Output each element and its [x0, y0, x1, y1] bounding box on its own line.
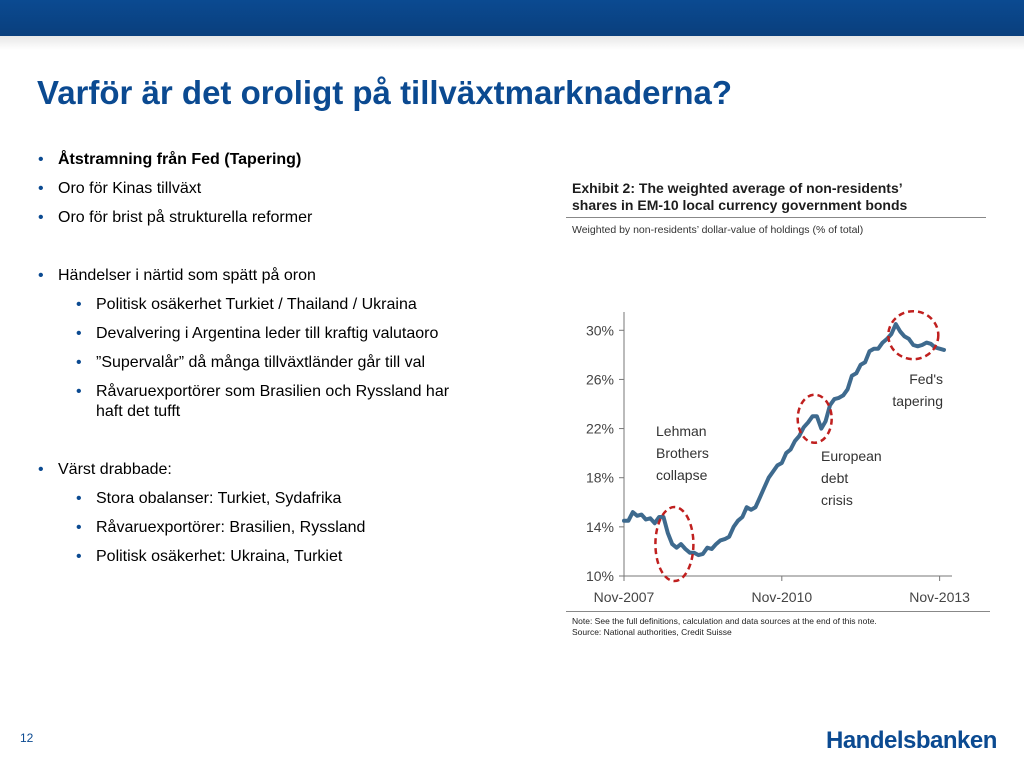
sub-bullet-item: • ”Supervalår” då många tillväxtländer går till val	[76, 354, 426, 371]
y-tick-label: 30%	[585, 322, 614, 339]
exhibit-title-line1: Exhibit 2: The weighted average of non-residents’	[572, 180, 903, 196]
source-text: Source: National authorities, Credit Suisse	[572, 627, 732, 637]
annotation-label: Brothers	[656, 445, 709, 461]
y-tick-label: 18%	[585, 469, 614, 486]
annotation-circle	[888, 311, 938, 359]
bullet-item: • Oro för Kinas tillväxt	[38, 180, 202, 197]
x-tick-label: Nov-2013	[909, 589, 970, 605]
y-tick-label: 14%	[585, 518, 614, 535]
exhibit-title	[566, 180, 986, 218]
x-tick-label: Nov-2007	[593, 589, 655, 605]
top-banner-shade	[0, 36, 1024, 50]
sub-bullet-item: • Stora obalanser: Turkiet, Sydafrika	[76, 490, 342, 507]
annotation-label: crisis	[821, 492, 853, 508]
y-tick-label: 10%	[585, 568, 614, 584]
note-text: Note: See the full definitions, calculation and data sources at the end of this note.	[572, 616, 877, 626]
annotation-label: collapse	[656, 467, 708, 483]
sub-bullet-item: • Politisk osäkerhet: Ukraina, Turkiet	[76, 548, 343, 565]
exhibit-title-line2: shares in EM-10 local currency government bonds	[572, 197, 908, 213]
annotation-label: Lehman	[656, 423, 707, 439]
sub-bullet-item: • Råvaruexportörer: Brasilien, Ryssland	[76, 519, 366, 536]
exhibit-header	[566, 180, 986, 236]
handelsbanken-logo: Handelsbanken	[826, 727, 997, 754]
line-chart	[566, 300, 986, 610]
slide-title: Varför är det oroligt på tillväxtmarknaderna?	[37, 74, 733, 111]
bullet-item: • Åtstramning från Fed (Tapering)	[38, 151, 302, 168]
annotation-label: debt	[821, 470, 849, 486]
exhibit-subtitle: Weighted by non-residents’ dollar-value of holdings (% of total)	[572, 224, 864, 236]
bullet-item: • Händelser i närtid som spätt på oron	[38, 267, 316, 284]
sub-bullet-item: • Politisk osäkerhet Turkiet / Thailand / Ukraina	[76, 296, 417, 313]
sub-bullet-item: • Råvaruexportörer som Brasilien och Ryssland har haft det tufft	[76, 383, 450, 420]
exhibit-note	[566, 611, 990, 638]
sub-bullet-item: • Devalvering i Argentina leder till kraftig valutaoro	[76, 325, 439, 342]
series-line	[624, 324, 944, 555]
annotation-label: tapering	[892, 393, 943, 409]
bullet-item: • Värst drabbade:	[38, 461, 172, 478]
y-tick-label: 22%	[585, 420, 614, 437]
bullet-list	[38, 150, 538, 576]
bullet-item: • Oro för brist på strukturella reformer	[38, 209, 313, 226]
top-banner	[0, 0, 1024, 36]
annotation-label: Fed's	[909, 371, 943, 387]
x-tick-label: Nov-2010	[751, 589, 813, 605]
page-number: 12	[20, 731, 34, 745]
y-tick-label: 26%	[585, 371, 614, 388]
annotation-label: European	[821, 448, 882, 464]
